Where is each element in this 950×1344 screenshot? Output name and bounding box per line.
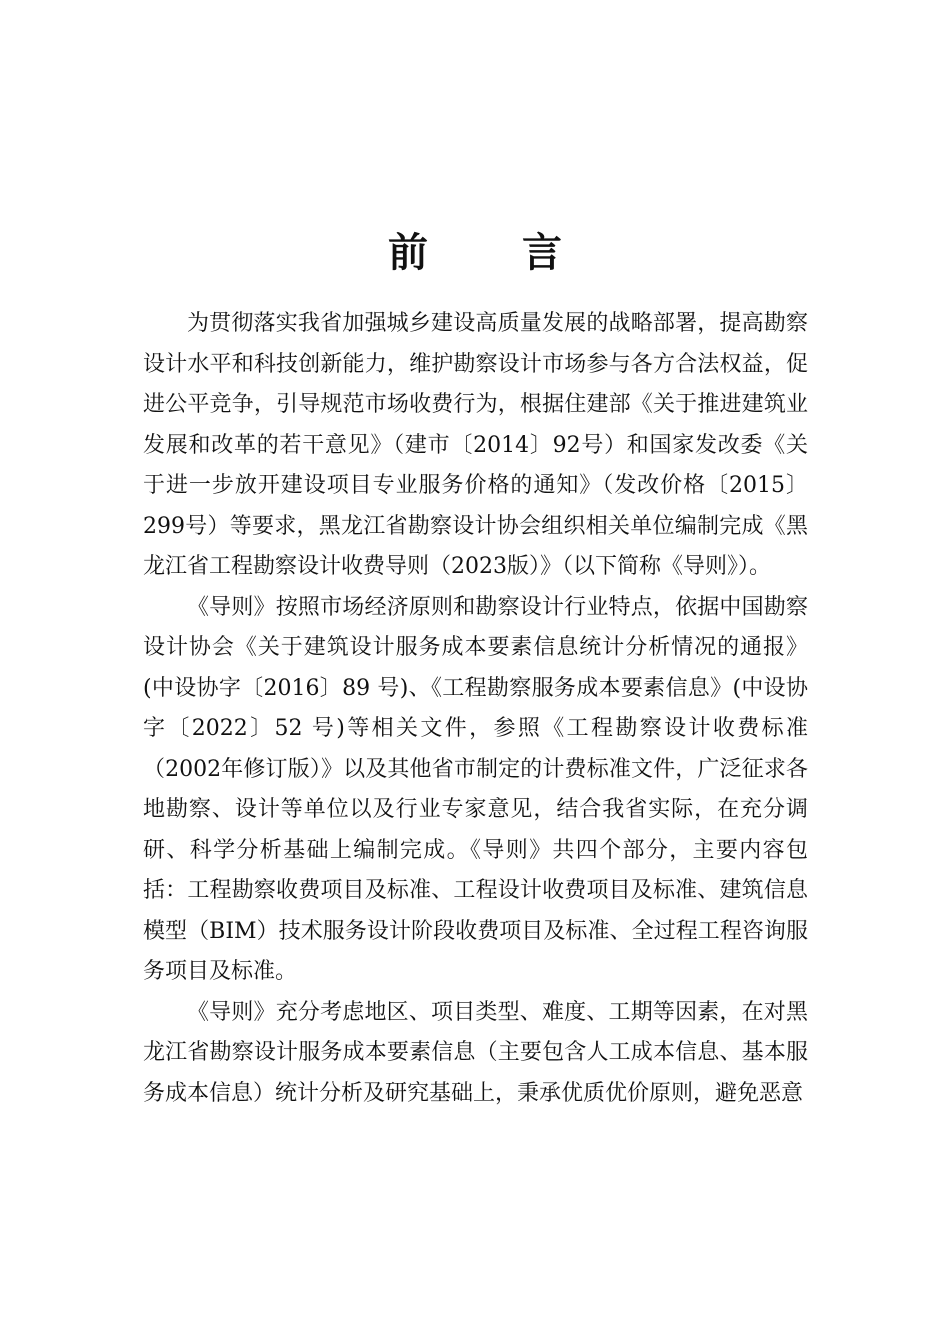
paragraph-2: 《导则》按照市场经济原则和勘察设计行业特点，依据中国勘察设计协会《关于建筑设计服务成本要素信息统计分析情况的通报》(中设协字〔2016〕89 号)、《工程勘察服务成本要素信息》(中设协字〔2022〕52 号)等相关文件，参照《工程勘察设计收费标准（2002年修订版）》以及其他省市制定的计费标准文件，广泛征求各地勘察、设计等单位以及行业专家意见，结合我省实际，在充分调研、科学分析基础上编制完成。《导则》共四个部分，主要内容包括：工程勘察收费项目及标准、工程设计收费项目及标准、建筑信息模型（BIM）技术服务设计阶段收费项目及标准、全过程工程咨询服务项目及标准。 bbox=[143, 594, 808, 984]
paragraph-1: 为贯彻落实我省加强城乡建设高质量发展的战略部署，提高勘察设计水平和科技创新能力，维护勘察设计市场参与各方合法权益，促进公平竞争，引导规范市场收费行为，根据住建部《关于推进建筑业发展和改革的若干意见》（建市〔2014〕92号）和国家发改委《关于进一步放开建设项目专业服务价格的通知》（发改价格〔2015〕299号）等要求，黑龙江省勘察设计协会组织相关单位编制完成《黑龙江省工程勘察设计收费导则（2023版）》（以下简称《导则》）。 bbox=[143, 311, 809, 579]
paragraph-3: 《导则》充分考虑地区、项目类型、难度、工期等因素，在对黑龙江省勘察设计服务成本要素信息（主要包含人工成本信息、基本服务成本信息）统计分析及研究基础上，秉承优质优价原则，避免恶意 bbox=[143, 999, 808, 1106]
page-title: 前 言 bbox=[388, 228, 602, 276]
preface-body bbox=[143, 304, 808, 1114]
